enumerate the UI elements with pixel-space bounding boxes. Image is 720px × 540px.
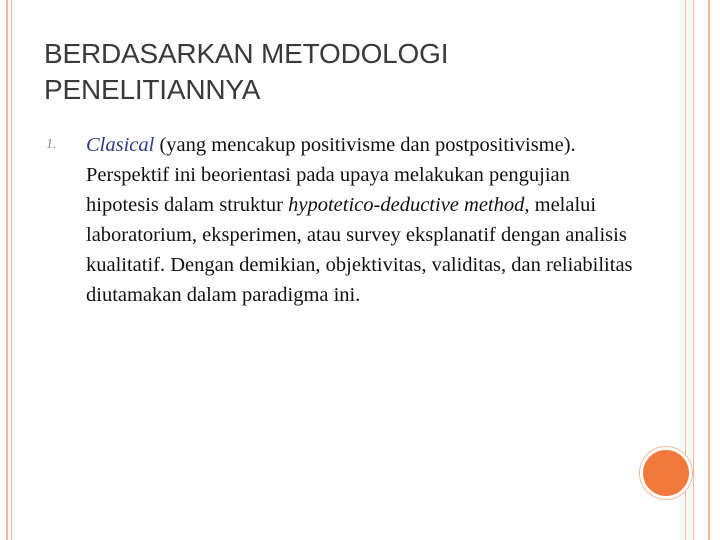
right-border-line-middle	[693, 0, 694, 540]
slide-title: BERDASARKAN METODOLOGI PENELITIANNYA	[44, 38, 449, 105]
term-method: hypotetico-deductive method	[288, 194, 525, 216]
text-part-b: , melalui laboratorium, eksperimen, atau survey eksplanatif dengan analisis kualitatif. Dengan demikian, objektivitas, validitas, dan reliabilitas diutamakan dalam paradigma ini.	[86, 194, 633, 306]
right-border-line-outer	[708, 0, 710, 540]
text-part-a: (yang mencakup positivisme dan postpositivisme). Perspektif ini beorientasi pada upaya melakukan pengujian hipotesis dalam struktur	[86, 134, 576, 216]
decorative-circle	[640, 447, 692, 499]
term-clasical: Clasical	[86, 134, 155, 156]
list-item-number: 1.	[46, 137, 57, 152]
left-border-line	[6, 0, 8, 540]
list-item-text	[86, 130, 646, 310]
left-border-line-inner	[11, 0, 12, 540]
